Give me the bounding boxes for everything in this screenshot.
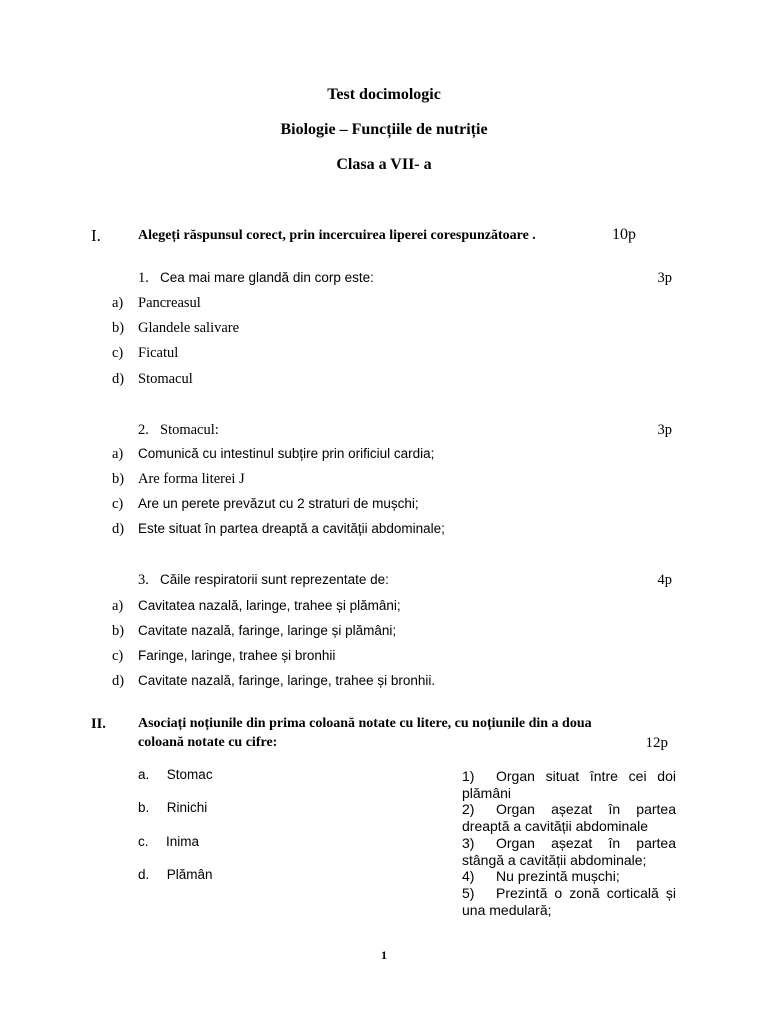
section-2-points: 12p xyxy=(645,735,668,751)
question-2-text: Stomacul: xyxy=(160,422,219,438)
page-number: 1 xyxy=(381,948,387,962)
left-column-item xyxy=(138,867,213,882)
right-item-number: 2) xyxy=(462,801,475,817)
left-item-text: Stomac xyxy=(166,767,213,782)
right-item-number: 4) xyxy=(462,868,475,884)
right-item-line-1: Organ așezat în partea xyxy=(496,835,676,851)
option-text: Are forma literei J xyxy=(138,471,245,487)
section-1-number: I. xyxy=(91,226,101,245)
option-text: Glandele salivare xyxy=(138,320,240,336)
right-column-item xyxy=(462,835,676,869)
option-label: d) xyxy=(112,673,125,689)
question-1-text: Cea mai mare glandă din corp este: xyxy=(160,270,374,285)
option-text: Comunică cu intestinul subțire prin orificiul cardia; xyxy=(138,446,435,461)
option-text: Cavitatea nazală, laringe, trahee și plămâni; xyxy=(138,598,401,613)
right-column-item xyxy=(462,768,676,802)
question-3-number: 3. xyxy=(138,572,149,588)
question-3-points: 4p xyxy=(657,572,672,588)
right-item-number: 5) xyxy=(462,885,475,901)
option-text: Faringe, laringe, trahee și bronhii xyxy=(138,648,336,663)
left-item-label: b. xyxy=(138,800,150,815)
question-2-number: 2. xyxy=(138,422,149,438)
left-item-text: Rinichi xyxy=(166,800,208,815)
right-item-line-1: Prezintă o zonă corticală și xyxy=(496,885,676,901)
option-label: b) xyxy=(112,320,125,336)
option-label: c) xyxy=(112,648,124,664)
right-item-number: 3) xyxy=(462,835,475,851)
option-text: Este situat în partea dreaptă a cavității abdominale; xyxy=(138,521,445,536)
option-text: Stomacul xyxy=(138,371,193,387)
option-text: Ficatul xyxy=(138,345,179,361)
right-item-line-2: stângă a cavității abdominale; xyxy=(462,852,647,868)
option-label: a) xyxy=(112,295,124,311)
left-item-label: a. xyxy=(138,767,150,782)
option-label: c) xyxy=(112,496,124,512)
document-title: Test docimologic xyxy=(327,86,441,103)
option-label: b) xyxy=(112,471,125,487)
question-2-points: 3p xyxy=(657,422,672,438)
right-column-item xyxy=(462,885,676,919)
right-item-line-2: una medulară; xyxy=(462,902,552,918)
document-subtitle: Biologie – Funcțiile de nutriție xyxy=(280,121,488,138)
option-label: a) xyxy=(112,598,124,614)
option-text: Cavitate nazală, faringe, laringe și plămâni; xyxy=(138,623,397,638)
section-1-points: 10p xyxy=(612,226,636,243)
option-label: d) xyxy=(112,371,125,387)
right-item-line-2: dreaptă a cavității abdominale xyxy=(462,818,649,834)
option-text: Cavitate nazală, faringe, laringe, trahee și bronhii. xyxy=(138,673,436,688)
option-text: Pancreasul xyxy=(138,295,201,311)
question-1-number: 1. xyxy=(138,270,149,286)
section-1-instruction: Alegeți răspunsul corect, prin incercuirea liperei corespunzătoare . xyxy=(138,228,536,243)
left-item-label: c. xyxy=(138,834,149,849)
document-class: Clasa a VII- a xyxy=(336,156,432,173)
option-label: a) xyxy=(112,446,124,462)
section-2-number: II. xyxy=(91,716,106,732)
right-column-item xyxy=(462,801,676,835)
question-3-text: Căile respiratorii sunt reprezentate de: xyxy=(160,572,389,587)
option-label: d) xyxy=(112,521,125,537)
section-2-instruction-line-2: coloană notate cu cifre: xyxy=(138,735,278,750)
left-item-text: Plămân xyxy=(166,867,213,882)
left-column-item xyxy=(138,800,207,815)
option-label: c) xyxy=(112,345,124,361)
right-item-line-1: Organ așezat în partea xyxy=(496,801,676,817)
left-item-text: Inima xyxy=(166,834,200,849)
left-column-item xyxy=(138,834,199,849)
option-label: b) xyxy=(112,623,125,639)
right-item-number: 1) xyxy=(462,768,475,784)
right-item-line-2: plămâni xyxy=(462,785,512,801)
left-item-label: d. xyxy=(138,867,150,882)
right-column-item xyxy=(462,868,676,885)
right-item-line-1: Organ situat între cei doi xyxy=(496,768,676,784)
right-item-line-1: Nu prezintă mușchi; xyxy=(496,868,620,884)
section-2-instruction-line-1: Asociați noțiunile din prima coloană notate cu litere, cu noțiunile din a doua xyxy=(138,716,592,731)
option-text: Are un perete prevăzut cu 2 straturi de mușchi; xyxy=(138,496,419,511)
left-column-item xyxy=(138,767,213,782)
question-1-points: 3p xyxy=(657,270,672,286)
